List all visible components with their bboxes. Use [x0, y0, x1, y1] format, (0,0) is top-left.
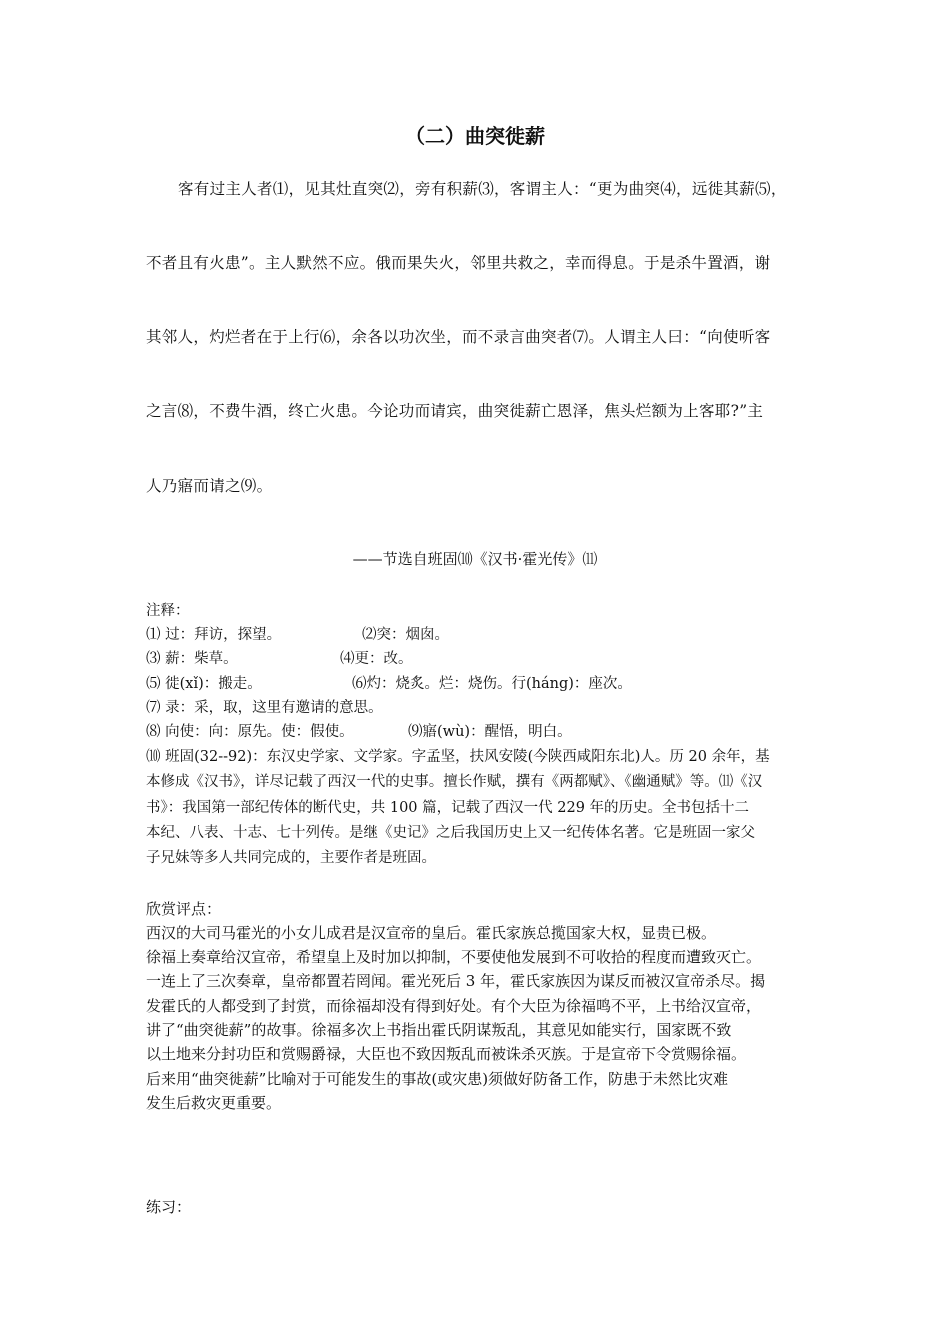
passage-line: 客有过主人者⑴，见其灶直突⑵，旁有积薪⑶，客谓主人：“更为曲突⑷，远徙其薪⑸， — [178, 180, 787, 198]
note-row — [146, 697, 816, 719]
exercise-heading: 练习： — [146, 1198, 192, 1216]
appreciation-heading: 欣赏评点： — [146, 900, 222, 918]
appreciation-line: 讲了“曲突徙薪”的故事。徐福多次上书指出霍氏阴谋叛乱，其意见如能实行，国家既不致 — [146, 1021, 732, 1039]
appreciation-line: 后来用“曲突徙薪”比喻对于可能发生的事故(或灾患)须做好防备工作，防患于未然比灾难 — [146, 1070, 729, 1088]
note-item: ⑹灼：烧炙。烂：烧伤。行(háng)：座次。 — [352, 676, 632, 692]
appreciation-line: 以土地来分封功臣和赏赐爵禄，大臣也不致因叛乱而被诛杀灭族。于是宣帝下令赏赐徐福。 — [146, 1045, 747, 1063]
appreciation-line: 发生后救灾更重要。 — [146, 1094, 282, 1112]
appreciation-line: 一连上了三次奏章，皇帝都置若罔闻。霍光死后 3 年，霍氏家族因为谋反而被汉宣帝杀尽。揭 — [146, 972, 766, 990]
note-item: ⑷更：改。 — [340, 651, 413, 667]
note-item: ⑻ 向使：向：原先。使：假使。 — [146, 724, 354, 740]
source-citation: ——节选自班固⑽《汉书·霍光传》⑾ — [352, 550, 598, 568]
note-row — [146, 624, 816, 646]
appreciation-line: 徐福上奏章给汉宣帝，希望皇上及时加以抑制，不要使他发展到不可收拾的程度而遭致灭亡。 — [146, 948, 762, 966]
passage-line: 人乃寤而请之⑼。 — [146, 477, 273, 495]
note-row — [146, 673, 816, 695]
appreciation-line: 西汉的大司马霍光的小女儿成君是汉宣帝的皇后。霍氏家族总揽国家大权，显贵已极。 — [146, 924, 717, 942]
note-item: ⑼寤(wù)：醒悟，明白。 — [408, 724, 572, 740]
notes-heading: 注释： — [146, 603, 190, 619]
note-item: ⑺ 录：采，取，这里有邀请的意思。 — [146, 700, 383, 716]
passage-line: 不者且有火患”。主人默然不应。俄而果失火，邻里共救之，幸而得息。于是杀牛置酒，谢 — [146, 254, 771, 272]
appreciation-line: 发霍氏的人都受到了封赏，而徐福却没有得到好处。有个大臣为徐福鸣不平，上书给汉宣帝， — [146, 997, 762, 1015]
page-title: （二）曲突徙薪 — [405, 124, 545, 148]
note-long-line: 书》：我国第一部纪传体的断代史，共 100 篇，记载了西汉一代 229 年的历史。全书包括十二 — [146, 800, 750, 816]
note-item: ⑸ 徙(xǐ)：搬走。 — [146, 676, 262, 692]
note-long-line: 本修成《汉书》，详尽记载了西汉一代的史事。擅长作赋，撰有《两都赋》、《幽通赋》等。⑾《汉 — [146, 774, 763, 790]
passage-line: 之言⑻，不费牛酒，终亡火患。今论功而请宾，曲突徙薪亡恩泽，焦头烂额为上客耶?”主 — [146, 402, 764, 420]
passage-line: 其邻人，灼烂者在于上行⑹，余各以功次坐，而不录言曲突者⑺。人谓主人曰：“向使听客 — [146, 328, 771, 346]
note-long-line: ⑽ 班固(32--92)：东汉史学家、文学家。字孟坚，扶风安陵(今陕西咸阳东北)人。历 20 余年，基 — [146, 749, 770, 765]
note-long-line: 本纪、八表、十志、七十列传。是继《史记》之后我国历史上又一纪传体名著。它是班固一家父 — [146, 825, 755, 841]
note-row — [146, 648, 816, 670]
note-item: ⑵突：烟囱。 — [362, 627, 449, 643]
note-row — [146, 721, 816, 743]
note-item: ⑴ 过：拜访，探望。 — [146, 627, 282, 643]
note-item: ⑶ 薪：柴草。 — [146, 651, 238, 667]
note-long-line: 子兄妹等多人共同完成的，主要作者是班固。 — [146, 850, 436, 866]
